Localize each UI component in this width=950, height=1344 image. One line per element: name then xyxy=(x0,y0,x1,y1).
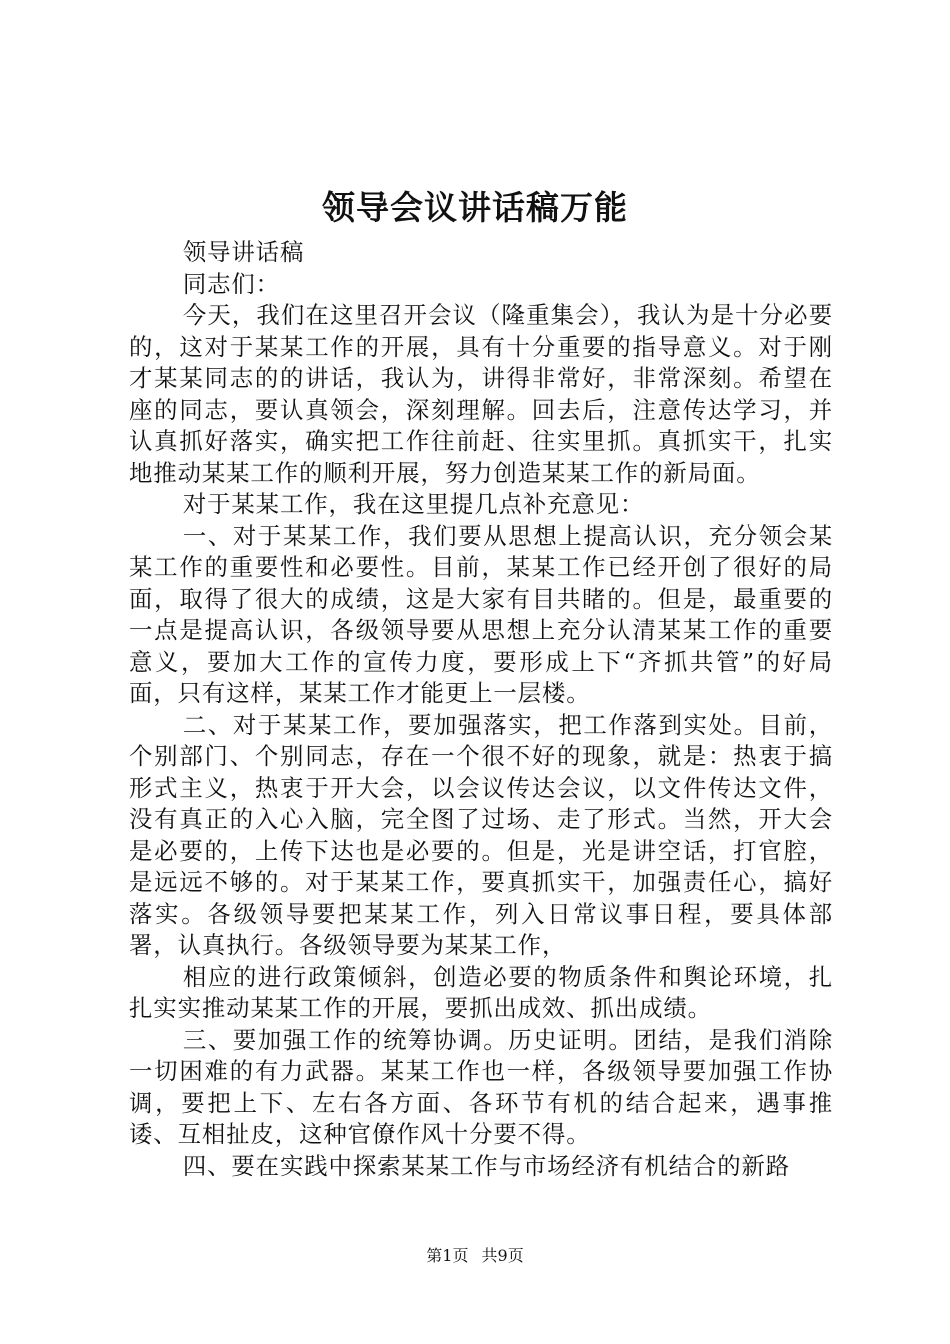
paragraph-point-three: 三、要加强工作的统筹协调。历史证明。团结，是我们消除一切困难的有力武器。某某工作也一样，各级领导要加强工作协调，要把上下、左右各方面、各环节有机的结合起来，遇事推诿、互相扯皮，这种官僚作风十分要不得。 xyxy=(129,1025,833,1148)
paragraph-point-one: 一、对于某某工作，我们要从思想上提高认识，充分领会某某工作的重要性和必要性。目前，某某工作已经开创了很好的局面，取得了很大的成绩，这是大家有目共睹的。但是，最重要的一点是提高认识，各级领导要从思想上充分认清某某工作的重要意义，要加大工作的宣传力度，要形成上下“齐抓共管”的好局面，只有这样，某某工作才能更上一层楼。 xyxy=(129,521,833,707)
page-number: 第1页 xyxy=(426,1246,469,1265)
page-footer xyxy=(0,1243,950,1266)
paragraph-heading: 领导讲话稿 xyxy=(182,238,305,266)
paragraph-point-two-continued: 相应的进行政策倾斜，创造必要的物质条件和舆论环境，扎扎实实推动某某工作的开展，要抓出成效、抓出成绩。 xyxy=(129,962,833,1022)
paragraph-opening: 今天，我们在这里召开会议（隆重集会），我认为是十分必要的，这对于某某工作的开展，具有十分重要的指导意义。对于刚才某某同志的的讲话，我认为，讲得非常好，非常深刻。希望在座的同志，要认真领会，深刻理解。回去后，注意传达学习，并认真抓好落实，确实把工作往前赶、往实里抓。真抓实干，扎实地推动某某工作的顺利开展，努力创造某某工作的新局面。 xyxy=(129,301,833,487)
paragraph-intro-points: 对于某某工作，我在这里提几点补充意见： xyxy=(182,490,645,518)
paragraph-point-two: 二、对于某某工作，要加强落实，把工作落到实处。目前，个别部门、个别同志，存在一个很不好的现象，就是：热衷于搞形式主义，热衷于开大会，以会议传达会议，以文件传达文件，没有真正的入心入脑，完全图了过场、走了形式。当然，开大会是必要的，上传下达也是必要的。但是，光是讲空话，打官腔，是远远不够的。对于某某工作，要真抓实干，加强责任心，搞好落实。各级领导要把某某工作，列入日常议事日程，要具体部署，认真执行。各级领导要为某某工作， xyxy=(129,710,833,959)
document-body xyxy=(129,237,833,1182)
paragraph-point-four: 四、要在实践中探索某某工作与市场经济有机结合的新路 xyxy=(182,1151,791,1180)
paragraph-salutation: 同志们： xyxy=(182,269,280,298)
document-title: 领导会议讲话稿万能 xyxy=(322,188,628,227)
page-total: 共9页 xyxy=(481,1246,524,1265)
